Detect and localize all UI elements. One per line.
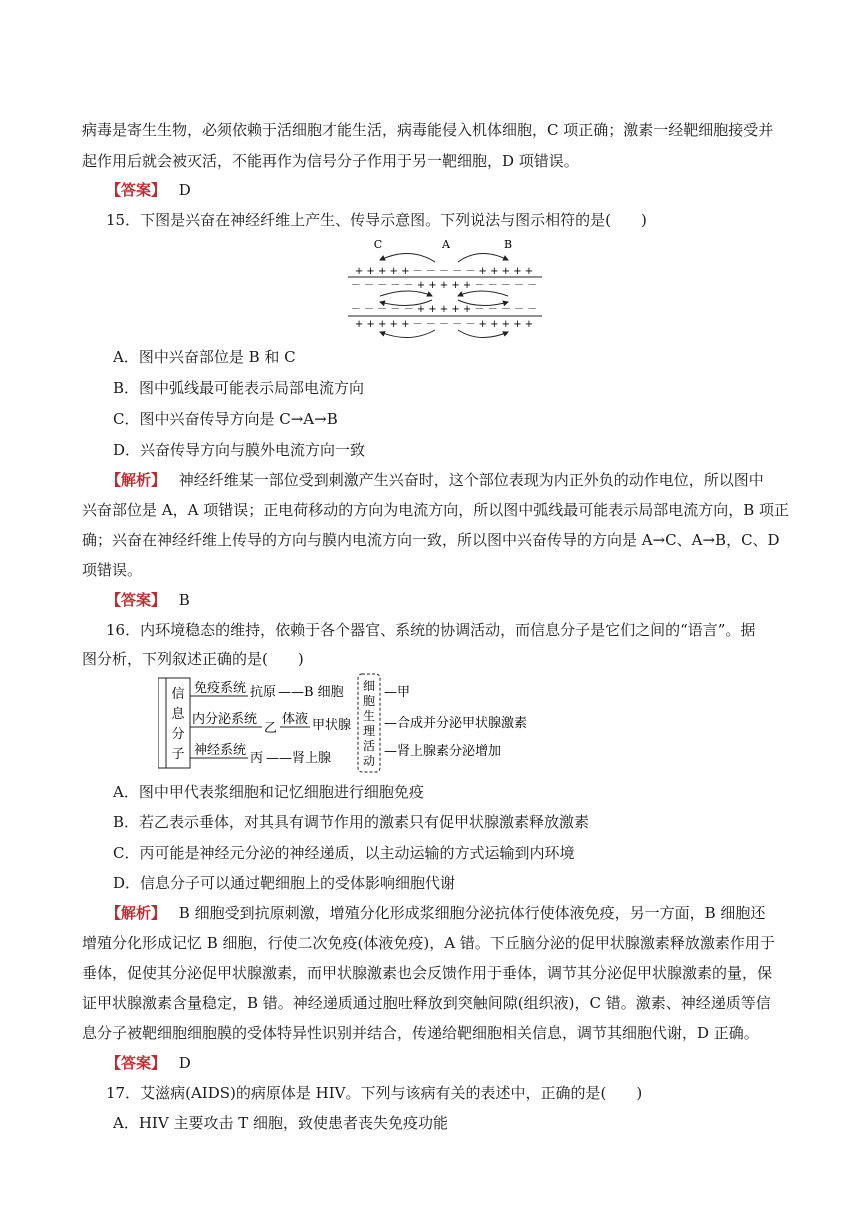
left-char: 息 (171, 707, 185, 722)
question-17-stem: 17．艾滋病(AIDS)的病原体是 HIV。下列与该病有关的表述中，正确的是( ) (106, 1084, 643, 1102)
option-d: D．兴奋传导方向与膜外电流方向一致 (113, 441, 366, 459)
answer-16 (106, 1053, 191, 1073)
question-16-stem: 图分析，下列叙述正确的是( ) (82, 650, 304, 668)
analysis-15-line: 兴奋部位是 A，A 项错误；正电荷移动的方向为电流方向，所以图中弧线最可能表示局部电流方向，B 项正 (82, 501, 789, 519)
answer-value: D (178, 1054, 191, 1072)
antigen-label: 抗原 (250, 685, 277, 700)
adrenal-label: ——肾上腺 (266, 751, 332, 766)
answer-14 (106, 180, 191, 200)
left-char: 分 (171, 727, 185, 742)
analysis-16-line: 垂体，促使其分泌促甲状腺激素，而甲状腺激素也会反馈作用于垂体，调节其分泌促甲状腺激素的量，保 (82, 964, 773, 982)
analysis-tag: 【解析】 (106, 904, 167, 922)
analysis-16-line: 增殖分化形成记忆 B 细胞，行使二次免疫(体液免疫)，A 错。下丘脑分泌的促甲状腺激素释放激素作用于 (82, 934, 775, 952)
analysis-16-line: 证甲状腺激素含量稳定，B 错。神经递质通过胞吐释放到突触间隙(组织液)，C 错。激素、神经递质等信 (82, 994, 771, 1012)
option-d: D．信息分子可以通过靶细胞上的受体影响细胞代谢 (113, 874, 456, 892)
left-char: 信 (171, 687, 185, 702)
nervous-system-label: 神经系统 (194, 743, 247, 758)
option-a: A．图中兴奋部位是 B 和 C (113, 348, 296, 366)
label-b: B (503, 238, 513, 251)
option-b: B．若乙表示垂体，对其具有调节作用的激素只有促甲状腺激素释放激素 (113, 813, 590, 831)
signal-molecule-diagram (158, 672, 558, 776)
outcome-thyroid-hormone: —合成并分泌甲状腺激素 (384, 716, 528, 731)
b-cell-label: ——B 细胞 (278, 685, 344, 700)
mid-char: 活 (362, 739, 376, 753)
analysis-text: B 细胞受到抗原刺激，增殖分化形成浆细胞分泌抗体行使体液免疫，另一方面，B 细胞还 (178, 904, 766, 922)
answer-value: B (178, 591, 190, 609)
answer-15 (106, 590, 190, 610)
charge-row-2: － － － － － + + + + + － － － － － (350, 280, 538, 291)
mid-char: 理 (362, 724, 376, 738)
charge-row-3: － － － － － + + + + + － － － － － (350, 304, 538, 315)
mid-char: 生 (362, 709, 376, 723)
analysis-16-line: 息分子被靶细胞细胞膜的受体特异性识别并结合，传递给靶细胞相关信息，调节其细胞代谢，D 正确。 (82, 1024, 759, 1042)
option-b: B．图中弧线最可能表示局部电流方向 (113, 379, 365, 397)
left-char: 子 (171, 747, 185, 762)
analysis-15-line: 项错误。 (82, 561, 143, 579)
mid-char: 细 (362, 679, 376, 693)
option-c: C．图中兴奋传导方向是 C→A→B (113, 410, 338, 428)
body-fluid-label: 体液 (282, 712, 309, 727)
answer-tag: 【答案】 (106, 1054, 167, 1072)
outcome-jia: —甲 (384, 685, 411, 700)
text-line: 病毒是寄生生物，必须依赖于活细胞才能生活，病毒能侵入机体细胞，C 项正确；激素一经靶细胞接受并 (82, 121, 774, 139)
question-15-stem: 15．下图是兴奋在神经纤维上产生、传导示意图。下列说法与图示相符的是( ) (106, 211, 647, 229)
mid-char: 动 (362, 754, 376, 768)
mid-char: 胞 (362, 694, 376, 708)
question-16-stem: 16．内环境稳态的维持，依赖于各个器官、系统的协调活动，而信息分子是它们之间的“语言”。据 (106, 621, 756, 639)
outcome-adrenaline: —肾上腺素分泌增加 (384, 744, 502, 759)
text-line: 起作用后就会被灭活，不能再作为信号分子作用于另一靶细胞，D 项错误。 (82, 152, 579, 170)
answer-value: D (178, 181, 191, 199)
charge-row-1: + + + + + － － － － － + + + + + (354, 266, 534, 277)
endocrine-system-label: 内分泌系统 (192, 712, 258, 727)
label-c: C (373, 238, 383, 251)
option-a: A．HIV 主要攻击 T 细胞，致使患者丧失免疫功能 (113, 1114, 448, 1132)
immune-system-label: 免疫系统 (194, 681, 247, 696)
answer-tag: 【答案】 (106, 591, 167, 609)
bing-label: 丙 (250, 751, 264, 766)
answer-tag: 【答案】 (106, 181, 167, 199)
analysis-text: 神经纤维某一部位受到刺激产生兴奋时，这个部位表现为内正外负的动作电位，所以图中 (178, 471, 764, 489)
thyroid-label: 甲状腺 (312, 718, 352, 733)
analysis-15-line: 确；兴奋在神经纤维上传导的方向与膜内电流方向一致，所以图中兴奋传导的方向是 A→C、A→B，C、D (82, 531, 780, 549)
nerve-fiber-diagram (340, 236, 550, 344)
analysis-15-line (106, 470, 764, 490)
yi-label: 乙 (264, 721, 278, 736)
analysis-16-line (106, 903, 765, 923)
analysis-tag: 【解析】 (106, 471, 167, 489)
option-a: A．图中甲代表浆细胞和记忆细胞进行细胞免疫 (113, 783, 424, 801)
charge-row-4: + + + + + － － － － － + + + + + (354, 319, 534, 330)
label-a: A (442, 238, 450, 251)
option-c: C．丙可能是神经元分泌的神经递质，以主动运输的方式运输到内环境 (113, 844, 575, 862)
